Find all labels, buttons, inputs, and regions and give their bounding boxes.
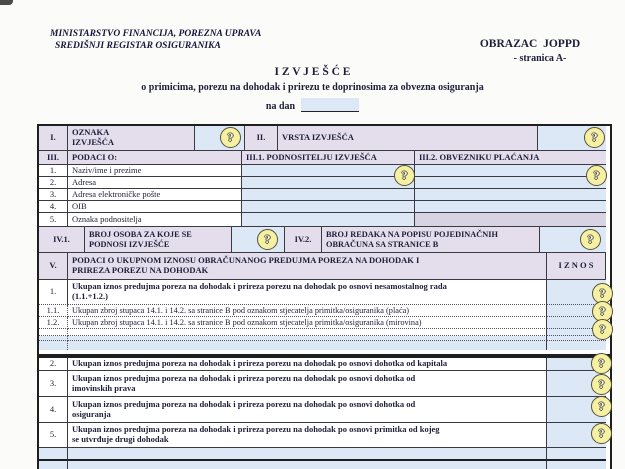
podnositelj-oznaka-input[interactable] bbox=[242, 213, 415, 227]
empty-cell bbox=[68, 341, 547, 350]
obveznik-naziv-input[interactable] bbox=[415, 165, 606, 177]
iznos-header: I Z N O S bbox=[547, 253, 606, 280]
row-number: 5. bbox=[39, 423, 68, 448]
help-icon[interactable]: ? bbox=[394, 165, 415, 186]
help-icon[interactable]: ? bbox=[591, 353, 612, 374]
col-podnositelj-header: III.1. PODNOSITELJU IZVJEŠĆA bbox=[242, 151, 415, 165]
row-label: Ukupan zbroj stupaca 14.1. i 14.2. sa stranice B pod oznakom stjecatelja primitka/osiguranika (plaća) bbox=[68, 305, 547, 317]
row-iii-number: III. bbox=[39, 151, 68, 165]
empty-cell bbox=[68, 461, 547, 469]
empty-cell bbox=[68, 448, 547, 461]
empty-cell bbox=[547, 341, 606, 350]
row-label: Adresa elektroničke pošte bbox=[68, 189, 242, 201]
help-icon[interactable]: ? bbox=[592, 283, 613, 304]
row-number: 1. bbox=[39, 165, 68, 177]
row-number: 1.2. bbox=[39, 317, 68, 329]
row-label: OIB bbox=[68, 201, 242, 213]
row-number: 3. bbox=[39, 189, 68, 201]
podnositelj-email-input[interactable] bbox=[242, 189, 415, 201]
table-main bbox=[37, 124, 612, 356]
row-i-number: I. bbox=[39, 126, 68, 151]
row-iv1-label: BROJ OSOBA ZA KOJE SE PODNOSI IZVJEŠĆE bbox=[85, 227, 232, 253]
row-number: 4. bbox=[39, 201, 68, 213]
empty-cell bbox=[547, 461, 606, 469]
row-iv1-number: IV.1. bbox=[39, 227, 85, 253]
podnositelj-adresa-input[interactable] bbox=[242, 177, 415, 189]
help-icon[interactable]: ? bbox=[592, 319, 613, 340]
obveznik-oznaka-disabled-cell bbox=[415, 213, 606, 227]
row-iv2-label: BROJ REDAKA NA POPISU POJEDINAČNIH OBRAČUNA SA STRANICE B bbox=[322, 227, 540, 253]
row-number: 3. bbox=[39, 371, 68, 397]
row-label: Ukupan zbroj stupaca 14.1. i 14.2. sa stranice B pod oznakom stjecatelja primitka/osiguranika (mirovina) bbox=[68, 317, 547, 329]
page-corner-mark bbox=[0, 0, 13, 5]
podnositelj-naziv-input[interactable] bbox=[242, 165, 415, 177]
form-title: I Z V J E Š Ć E bbox=[274, 66, 351, 78]
empty-cell bbox=[39, 448, 68, 461]
row-number: 1. bbox=[39, 280, 68, 305]
empty-cell bbox=[39, 461, 68, 469]
form-code: OBRAZAC JOPPD bbox=[479, 38, 581, 50]
date-input[interactable] bbox=[301, 98, 359, 112]
row-v-number: V. bbox=[39, 253, 68, 280]
help-icon[interactable]: ? bbox=[584, 127, 605, 148]
obveznik-email-input[interactable] bbox=[415, 189, 606, 201]
obveznik-oib-input[interactable] bbox=[415, 201, 606, 213]
empty-cell bbox=[39, 329, 68, 336]
row-label: Ukupan iznos predujma poreza na dohodak i prireza porezu na dohodak po osnovi dohotka od osiguranja bbox=[68, 397, 547, 423]
empty-cell bbox=[547, 448, 606, 461]
help-icon[interactable]: ? bbox=[591, 396, 612, 417]
row-label: Adresa bbox=[68, 177, 242, 189]
date-row bbox=[0, 98, 625, 112]
podnositelj-oib-input[interactable] bbox=[242, 201, 415, 213]
form-page-label: - stranica A- bbox=[513, 53, 567, 64]
help-icon[interactable]: ? bbox=[257, 229, 278, 250]
row-v-label: PODACI O UKUPNOM IZNOSU OBRAČUNANOG PREDUJMA POREZA NA DOHODAK I PRIREZA POREZU NA DOHODAK bbox=[68, 253, 547, 280]
row-label: Oznaka podnositelja bbox=[68, 213, 242, 227]
row-label: Ukupan iznos predujma poreza na dohodak i prireza porezu na dohodak po osnovi primitka od kojeg se utvrđuje drugi dohodak bbox=[68, 423, 547, 448]
help-icon[interactable]: ? bbox=[586, 165, 607, 186]
col-obveznik-header: III.2. OBVEZNIKU PLAĆANJA bbox=[415, 151, 606, 165]
row-number: 5. bbox=[39, 213, 68, 227]
form-subtitle: o primicima, porezu na dohodak i prirezu te doprinosima za obvezna osiguranja bbox=[141, 82, 484, 93]
row-label: Ukupan iznos predujma poreza na dohodak i prireza porezu na dohodak po osnovi dohotka od imovinskih prava bbox=[68, 371, 547, 397]
row-label: Naziv/ime i prezime bbox=[68, 165, 242, 177]
help-icon[interactable]: ? bbox=[220, 127, 241, 148]
row-number: 1.1. bbox=[39, 305, 68, 317]
row-label: Ukupan iznos predujma poreza na dohodak i prireza porezu na dohodak po osnovi nesamostalnog rada (1.1.+1.2.) bbox=[68, 280, 547, 305]
empty-cell bbox=[39, 341, 68, 350]
row-label: Ukupan iznos predujma poreza na dohodak i prireza porezu na dohodak po osnovi dohotka od kapitala bbox=[68, 358, 547, 371]
row-iii-label: PODACI O: bbox=[68, 151, 242, 165]
ministry-line-1: MINISTARSTVO FINANCIJA, POREZNA UPRAVA bbox=[50, 29, 262, 39]
row-iv2-number: IV.2. bbox=[285, 227, 322, 253]
help-icon[interactable]: ? bbox=[591, 423, 612, 444]
row-i-label: OZNAKA IZVJEŠĆA bbox=[68, 126, 195, 151]
row-ii-label: VRSTA IZVJEŠĆA bbox=[278, 126, 538, 151]
row-number: 4. bbox=[39, 397, 68, 423]
help-icon[interactable]: ? bbox=[592, 301, 613, 322]
row-number: 2. bbox=[39, 358, 68, 371]
row-ii-number: II. bbox=[245, 126, 278, 151]
date-label: na dan bbox=[265, 101, 296, 112]
empty-cell bbox=[68, 329, 547, 336]
table-section-v-continued bbox=[37, 356, 612, 469]
help-icon[interactable]: ? bbox=[580, 229, 601, 250]
ministry-line-2: SREDIŠNJI REGISTAR OSIGURANIKA bbox=[55, 41, 221, 51]
obveznik-adresa-input[interactable] bbox=[415, 177, 606, 189]
help-icon[interactable]: ? bbox=[591, 374, 612, 395]
row-number: 2. bbox=[39, 177, 68, 189]
